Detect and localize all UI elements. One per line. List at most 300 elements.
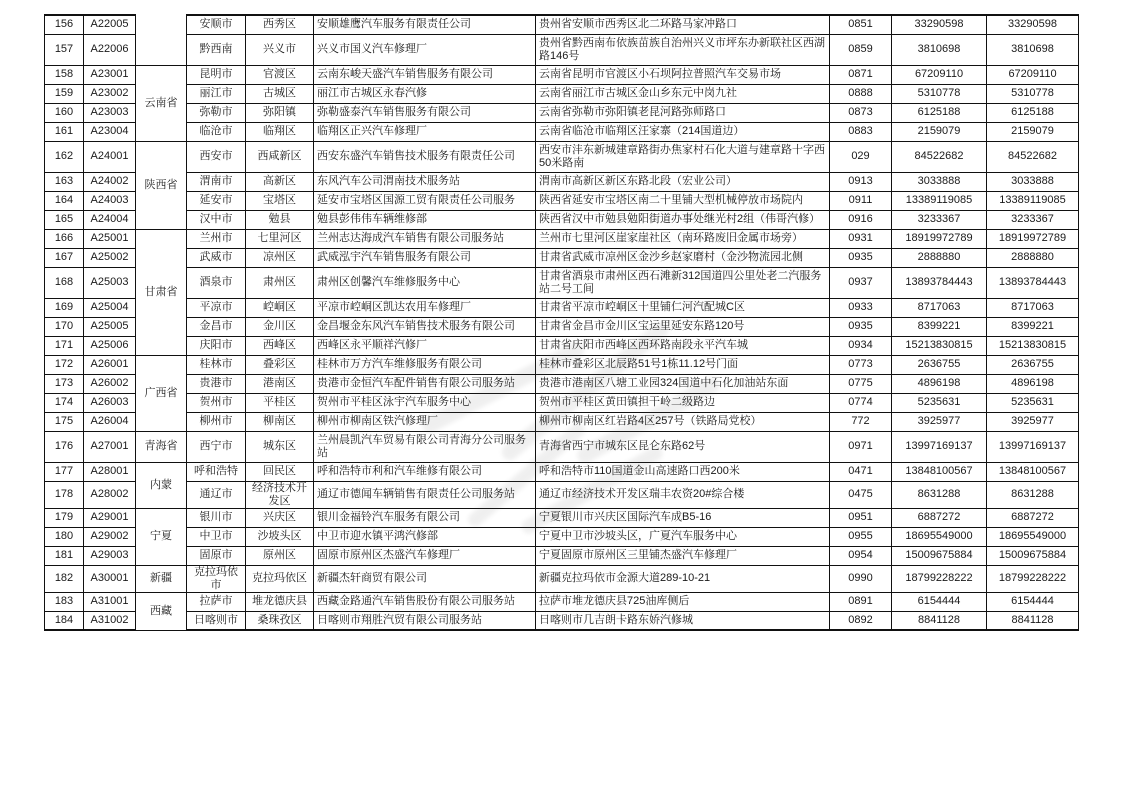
cell-area-code: 0955 [830, 527, 892, 546]
cell-city: 银川市 [187, 508, 246, 527]
cell-address: 宁夏中卫市沙坡头区，广夏汽车服务中心 [536, 527, 830, 546]
cell-phone: 6154444 [892, 592, 987, 611]
cell-phone-2: 8841128 [987, 611, 1079, 630]
cell-province: 甘肃省 [136, 229, 187, 355]
cell-city: 弥勒市 [187, 103, 246, 122]
cell-company: 延安市宝塔区国源工贸有限责任公司服务 [314, 191, 536, 210]
cell-district: 桑珠孜区 [246, 611, 314, 630]
cell-district: 金川区 [246, 317, 314, 336]
cell-district: 堆龙德庆县 [246, 592, 314, 611]
cell-area-code: 0935 [830, 248, 892, 267]
cell-company: 贺州市平桂区泳宇汽车服务中心 [314, 393, 536, 412]
cell-company: 武威泓宇汽车销售服务有限公司 [314, 248, 536, 267]
table-row [45, 431, 1079, 462]
cell-code: A23001 [84, 65, 136, 84]
cell-area-code: 0931 [830, 229, 892, 248]
cell-district: 回民区 [246, 462, 314, 481]
cell-company: 日喀则市翔胜汽贸有限公司服务站 [314, 611, 536, 630]
cell-phone: 2636755 [892, 355, 987, 374]
cell-code: A24001 [84, 141, 136, 172]
cell-code: A26004 [84, 412, 136, 431]
cell-city: 西安市 [187, 141, 246, 172]
cell-phone-2: 18695549000 [987, 527, 1079, 546]
cell-area-code: 0913 [830, 172, 892, 191]
cell-company: 通辽市德闻车辆销售有限责任公司服务站 [314, 481, 536, 508]
cell-company: 呼和浩特市利和汽车维修有限公司 [314, 462, 536, 481]
cell-phone: 3810698 [892, 34, 987, 65]
cell-province: 内蒙 [136, 462, 187, 508]
cell-company: 银川金福铃汽车服务有限公司 [314, 508, 536, 527]
cell-seq: 156 [45, 15, 84, 34]
cell-district: 西咸新区 [246, 141, 314, 172]
cell-area-code: 0990 [830, 565, 892, 592]
cell-company: 西安东盛汽车销售技术服务有限责任公司 [314, 141, 536, 172]
cell-phone: 6887272 [892, 508, 987, 527]
table-row [45, 611, 1079, 630]
cell-province [136, 15, 187, 65]
cell-address: 贵港市港南区八塘工业园324国道中石化加油站东面 [536, 374, 830, 393]
cell-phone-2: 18919972789 [987, 229, 1079, 248]
cell-phone: 5235631 [892, 393, 987, 412]
cell-area-code: 0891 [830, 592, 892, 611]
cell-address: 柳州市柳南区红岩路4区257号（铁路局党校） [536, 412, 830, 431]
table-row [45, 374, 1079, 393]
table-row [45, 317, 1079, 336]
cell-phone-2: 4896198 [987, 374, 1079, 393]
cell-area-code: 0774 [830, 393, 892, 412]
cell-code: A29002 [84, 527, 136, 546]
cell-seq: 176 [45, 431, 84, 462]
cell-code: A27001 [84, 431, 136, 462]
cell-area-code: 0773 [830, 355, 892, 374]
cell-province: 陕西省 [136, 141, 187, 229]
cell-province: 西藏 [136, 592, 187, 630]
cell-code: A23002 [84, 84, 136, 103]
cell-seq: 166 [45, 229, 84, 248]
cell-phone-2: 13848100567 [987, 462, 1079, 481]
cell-seq: 179 [45, 508, 84, 527]
cell-code: A25004 [84, 298, 136, 317]
cell-phone-2: 3810698 [987, 34, 1079, 65]
cell-city: 安顺市 [187, 15, 246, 34]
cell-phone: 3233367 [892, 210, 987, 229]
cell-address: 渭南市高新区新区东路北段（宏业公司） [536, 172, 830, 191]
cell-code: A25001 [84, 229, 136, 248]
table-row [45, 267, 1079, 298]
cell-company: 金昌堰金东风汽车销售技术服务有限公司 [314, 317, 536, 336]
cell-company: 兴义市国义汽车修理厂 [314, 34, 536, 65]
cell-phone: 5310778 [892, 84, 987, 103]
cell-district: 古城区 [246, 84, 314, 103]
cell-address: 拉萨市堆龙德庆县725油库侧后 [536, 592, 830, 611]
cell-city: 兰州市 [187, 229, 246, 248]
cell-seq: 169 [45, 298, 84, 317]
cell-phone: 13997169137 [892, 431, 987, 462]
cell-city: 呼和浩特 [187, 462, 246, 481]
cell-phone: 2888880 [892, 248, 987, 267]
cell-city: 桂林市 [187, 355, 246, 374]
table-row [45, 508, 1079, 527]
cell-area-code: 0916 [830, 210, 892, 229]
cell-code: A28002 [84, 481, 136, 508]
cell-address: 甘肃省庆阳市西峰区西环路南段永平汽车城 [536, 336, 830, 355]
cell-code: A29003 [84, 546, 136, 565]
cell-company: 丽江市古城区永春汽修 [314, 84, 536, 103]
cell-company: 固原市原州区杰盛汽车修理厂 [314, 546, 536, 565]
cell-company: 西峰区永平顺祥汽修厂 [314, 336, 536, 355]
cell-seq: 181 [45, 546, 84, 565]
cell-company: 桂林市万方汽车维修服务有限公司 [314, 355, 536, 374]
cell-area-code: 0851 [830, 15, 892, 34]
cell-district: 城东区 [246, 431, 314, 462]
cell-phone-2: 3925977 [987, 412, 1079, 431]
cell-seq: 167 [45, 248, 84, 267]
cell-city: 贺州市 [187, 393, 246, 412]
cell-seq: 157 [45, 34, 84, 65]
cell-address: 青海省西宁市城东区昆仑东路62号 [536, 431, 830, 462]
cell-code: A25005 [84, 317, 136, 336]
cell-seq: 175 [45, 412, 84, 431]
cell-company: 临翔区正兴汽车修理厂 [314, 122, 536, 141]
cell-company: 兰州晨凯汽车贸易有限公司青海分公司服务站 [314, 431, 536, 462]
cell-address: 云南省弥勒市弥阳镇老昆河路弥师路口 [536, 103, 830, 122]
cell-district: 宝塔区 [246, 191, 314, 210]
cell-phone-2: 18799228222 [987, 565, 1079, 592]
cell-province: 宁夏 [136, 508, 187, 565]
cell-seq: 165 [45, 210, 84, 229]
cell-district: 兴义市 [246, 34, 314, 65]
cell-phone-2: 6154444 [987, 592, 1079, 611]
cell-company: 东风汽车公司渭南技术服务站 [314, 172, 536, 191]
cell-phone-2: 5235631 [987, 393, 1079, 412]
cell-phone-2: 13997169137 [987, 431, 1079, 462]
cell-phone-2: 13893784443 [987, 267, 1079, 298]
cell-phone: 13893784443 [892, 267, 987, 298]
cell-phone: 18695549000 [892, 527, 987, 546]
cell-city: 临沧市 [187, 122, 246, 141]
cell-area-code: 0873 [830, 103, 892, 122]
cell-seq: 163 [45, 172, 84, 191]
cell-address: 宁夏银川市兴庆区国际汽车成B5-16 [536, 508, 830, 527]
cell-address: 兰州市七里河区崖家崖社区（南环路废旧金属市场旁） [536, 229, 830, 248]
cell-seq: 170 [45, 317, 84, 336]
cell-address: 甘肃省武威市凉州区金沙乡赵家磨村（金沙物流园北侧 [536, 248, 830, 267]
cell-code: A28001 [84, 462, 136, 481]
cell-phone: 8717063 [892, 298, 987, 317]
cell-seq: 159 [45, 84, 84, 103]
cell-city: 固原市 [187, 546, 246, 565]
cell-phone-2: 15009675884 [987, 546, 1079, 565]
cell-address: 云南省昆明市官渡区小石坝阿拉普照汽车交易市场 [536, 65, 830, 84]
cell-phone: 18919972789 [892, 229, 987, 248]
cell-area-code: 0475 [830, 481, 892, 508]
table-row [45, 336, 1079, 355]
cell-city: 西宁市 [187, 431, 246, 462]
cell-company: 安顺雄鹰汽车服务有限责任公司 [314, 15, 536, 34]
cell-province: 云南省 [136, 65, 187, 141]
table-row [45, 172, 1079, 191]
table-row [45, 393, 1079, 412]
cell-city: 黔西南 [187, 34, 246, 65]
table-row [45, 462, 1079, 481]
table-row [45, 84, 1079, 103]
cell-phone-2: 2888880 [987, 248, 1079, 267]
cell-district: 弥阳镇 [246, 103, 314, 122]
cell-company: 兰州志达海成汽车销售有限公司服务站 [314, 229, 536, 248]
cell-address: 宁夏固原市原州区三里铺杰盛汽车修理厂 [536, 546, 830, 565]
cell-seq: 161 [45, 122, 84, 141]
cell-district: 沙坡头区 [246, 527, 314, 546]
cell-phone-2: 13389119085 [987, 191, 1079, 210]
cell-address: 贵州省安顺市西秀区北二环路马家冲路口 [536, 15, 830, 34]
table-row [45, 191, 1079, 210]
cell-city: 金昌市 [187, 317, 246, 336]
cell-area-code: 0775 [830, 374, 892, 393]
cell-code: A26002 [84, 374, 136, 393]
cell-code: A31002 [84, 611, 136, 630]
cell-company: 勉县彭伟伟车辆维修部 [314, 210, 536, 229]
cell-phone-2: 3233367 [987, 210, 1079, 229]
cell-city: 柳州市 [187, 412, 246, 431]
cell-city: 汉中市 [187, 210, 246, 229]
cell-code: A22005 [84, 15, 136, 34]
cell-phone: 4896198 [892, 374, 987, 393]
cell-seq: 162 [45, 141, 84, 172]
cell-district: 西秀区 [246, 15, 314, 34]
cell-city: 延安市 [187, 191, 246, 210]
cell-city: 中卫市 [187, 527, 246, 546]
cell-seq: 158 [45, 65, 84, 84]
cell-phone-2: 84522682 [987, 141, 1079, 172]
cell-city: 拉萨市 [187, 592, 246, 611]
cell-seq: 173 [45, 374, 84, 393]
cell-district: 勉县 [246, 210, 314, 229]
cell-district: 兴庆区 [246, 508, 314, 527]
table-row [45, 527, 1079, 546]
cell-province: 新疆 [136, 565, 187, 592]
cell-phone: 3033888 [892, 172, 987, 191]
cell-district: 平桂区 [246, 393, 314, 412]
cell-code: A25002 [84, 248, 136, 267]
cell-city: 酒泉市 [187, 267, 246, 298]
cell-area-code: 0971 [830, 431, 892, 462]
cell-company: 西藏金路通汽车销售股份有限公司服务站 [314, 592, 536, 611]
table-row [45, 141, 1079, 172]
cell-code: A24002 [84, 172, 136, 191]
cell-area-code: 0859 [830, 34, 892, 65]
cell-city: 贵港市 [187, 374, 246, 393]
cell-address: 陕西省汉中市勉县勉阳街道办事处继光村2组（伟哥汽修） [536, 210, 830, 229]
cell-seq: 171 [45, 336, 84, 355]
table-row [45, 298, 1079, 317]
table-row [45, 122, 1079, 141]
table-row [45, 210, 1079, 229]
cell-company: 贵港市金恒汽车配件销售有限公司服务站 [314, 374, 536, 393]
cell-province: 青海省 [136, 431, 187, 462]
table-row [45, 355, 1079, 374]
cell-city: 克拉玛依市 [187, 565, 246, 592]
cell-company: 中卫市迎水镇平鸿汽修部 [314, 527, 536, 546]
cell-seq: 180 [45, 527, 84, 546]
cell-phone-2: 8399221 [987, 317, 1079, 336]
cell-address: 日喀则市几吉朗卡路东娇汽修城 [536, 611, 830, 630]
cell-seq: 164 [45, 191, 84, 210]
table-row [45, 65, 1079, 84]
cell-code: A26001 [84, 355, 136, 374]
cell-phone: 2159079 [892, 122, 987, 141]
table-row [45, 103, 1079, 122]
cell-phone: 84522682 [892, 141, 987, 172]
cell-code: A29001 [84, 508, 136, 527]
cell-district: 叠彩区 [246, 355, 314, 374]
table-row [45, 15, 1079, 34]
cell-seq: 172 [45, 355, 84, 374]
cell-phone: 15009675884 [892, 546, 987, 565]
cell-seq: 183 [45, 592, 84, 611]
cell-address: 云南省临沧市临翔区汪家寨（214国道边） [536, 122, 830, 141]
cell-district: 原州区 [246, 546, 314, 565]
cell-area-code: 0888 [830, 84, 892, 103]
cell-phone: 15213830815 [892, 336, 987, 355]
cell-area-code: 0883 [830, 122, 892, 141]
cell-area-code: 0933 [830, 298, 892, 317]
cell-address: 桂林市叠彩区北辰路51号1栋11.12号门面 [536, 355, 830, 374]
cell-phone-2: 2636755 [987, 355, 1079, 374]
cell-phone: 3925977 [892, 412, 987, 431]
cell-phone-2: 33290598 [987, 15, 1079, 34]
cell-district: 高新区 [246, 172, 314, 191]
records-table-body [45, 15, 1079, 630]
table-row [45, 248, 1079, 267]
cell-city: 庆阳市 [187, 336, 246, 355]
cell-district: 凉州区 [246, 248, 314, 267]
cell-company: 云南东峻天盛汽车销售服务有限公司 [314, 65, 536, 84]
cell-district: 西峰区 [246, 336, 314, 355]
cell-phone: 33290598 [892, 15, 987, 34]
cell-code: A23004 [84, 122, 136, 141]
cell-district: 经济技术开发区 [246, 481, 314, 508]
cell-address: 贺州市平桂区黄田镇担干岭二级路边 [536, 393, 830, 412]
cell-area-code: 0892 [830, 611, 892, 630]
cell-phone-2: 6887272 [987, 508, 1079, 527]
cell-code: A22006 [84, 34, 136, 65]
cell-area-code: 0951 [830, 508, 892, 527]
cell-phone-2: 67209110 [987, 65, 1079, 84]
cell-phone: 8841128 [892, 611, 987, 630]
cell-city: 渭南市 [187, 172, 246, 191]
cell-city: 日喀则市 [187, 611, 246, 630]
cell-district: 克拉玛依区 [246, 565, 314, 592]
table-row [45, 592, 1079, 611]
cell-phone-2: 3033888 [987, 172, 1079, 191]
cell-phone-2: 8717063 [987, 298, 1079, 317]
cell-company: 新疆杰轩商贸有限公司 [314, 565, 536, 592]
cell-address: 西安市沣东新城建章路街办焦家村石化大道与建章路十字西50米路南 [536, 141, 830, 172]
cell-area-code: 029 [830, 141, 892, 172]
cell-seq: 160 [45, 103, 84, 122]
cell-province: 广西省 [136, 355, 187, 431]
cell-seq: 174 [45, 393, 84, 412]
table-row [45, 34, 1079, 65]
cell-code: A23003 [84, 103, 136, 122]
cell-code: A25006 [84, 336, 136, 355]
cell-address: 甘肃省酒泉市肃州区西石滩新312国道四公里处老二汽服务站二号工间 [536, 267, 830, 298]
cell-district: 临翔区 [246, 122, 314, 141]
cell-area-code: 0934 [830, 336, 892, 355]
cell-district: 官渡区 [246, 65, 314, 84]
cell-phone: 8399221 [892, 317, 987, 336]
cell-code: A31001 [84, 592, 136, 611]
cell-seq: 182 [45, 565, 84, 592]
cell-address: 陕西省延安市宝塔区南二十里铺大型机械停放市场院内 [536, 191, 830, 210]
cell-company: 弥勒盛泰汽车销售服务有限公司 [314, 103, 536, 122]
cell-district: 港南区 [246, 374, 314, 393]
cell-area-code: 772 [830, 412, 892, 431]
cell-company: 平凉市崆峒区凯达农用车修理厂 [314, 298, 536, 317]
cell-code: A26003 [84, 393, 136, 412]
cell-seq: 168 [45, 267, 84, 298]
table-row [45, 229, 1079, 248]
cell-code: A30001 [84, 565, 136, 592]
cell-phone: 8631288 [892, 481, 987, 508]
cell-seq: 184 [45, 611, 84, 630]
cell-district: 七里河区 [246, 229, 314, 248]
cell-area-code: 0871 [830, 65, 892, 84]
cell-phone-2: 2159079 [987, 122, 1079, 141]
cell-city: 武威市 [187, 248, 246, 267]
cell-company: 肃州区创馨汽车维修服务中心 [314, 267, 536, 298]
cell-district: 崆峒区 [246, 298, 314, 317]
cell-city: 平凉市 [187, 298, 246, 317]
cell-phone: 6125188 [892, 103, 987, 122]
cell-city: 通辽市 [187, 481, 246, 508]
cell-address: 甘肃省金昌市金川区宝运里延安东路120号 [536, 317, 830, 336]
cell-phone: 13848100567 [892, 462, 987, 481]
cell-code: A24004 [84, 210, 136, 229]
cell-city: 丽江市 [187, 84, 246, 103]
cell-address: 呼和浩特市110国道金山高速路口西200米 [536, 462, 830, 481]
cell-city: 昆明市 [187, 65, 246, 84]
cell-phone: 13389119085 [892, 191, 987, 210]
cell-address: 贵州省黔西南布依族苗族自治州兴义市坪东办新联社区西湖路146号 [536, 34, 830, 65]
service-stations-table [44, 14, 1079, 631]
cell-district: 柳南区 [246, 412, 314, 431]
cell-seq: 178 [45, 481, 84, 508]
table-row [45, 565, 1079, 592]
cell-address: 新疆克拉玛依市金源大道289-10-21 [536, 565, 830, 592]
cell-seq: 177 [45, 462, 84, 481]
cell-phone: 18799228222 [892, 565, 987, 592]
cell-address: 云南省丽江市古城区金山乡东元中岗九社 [536, 84, 830, 103]
cell-address: 通辽市经济技术开发区瑞丰农资20#综合楼 [536, 481, 830, 508]
cell-area-code: 0471 [830, 462, 892, 481]
cell-phone-2: 5310778 [987, 84, 1079, 103]
cell-phone-2: 15213830815 [987, 336, 1079, 355]
table-row [45, 546, 1079, 565]
cell-phone: 67209110 [892, 65, 987, 84]
cell-code: A25003 [84, 267, 136, 298]
cell-phone-2: 8631288 [987, 481, 1079, 508]
cell-area-code: 0911 [830, 191, 892, 210]
table-row [45, 481, 1079, 508]
table-row [45, 412, 1079, 431]
cell-company: 柳州市柳南区铁汽修理厂 [314, 412, 536, 431]
cell-district: 肃州区 [246, 267, 314, 298]
cell-code: A24003 [84, 191, 136, 210]
cell-area-code: 0954 [830, 546, 892, 565]
cell-phone-2: 6125188 [987, 103, 1079, 122]
cell-address: 甘肃省平凉市崆峒区十里铺仁河汽配城C区 [536, 298, 830, 317]
